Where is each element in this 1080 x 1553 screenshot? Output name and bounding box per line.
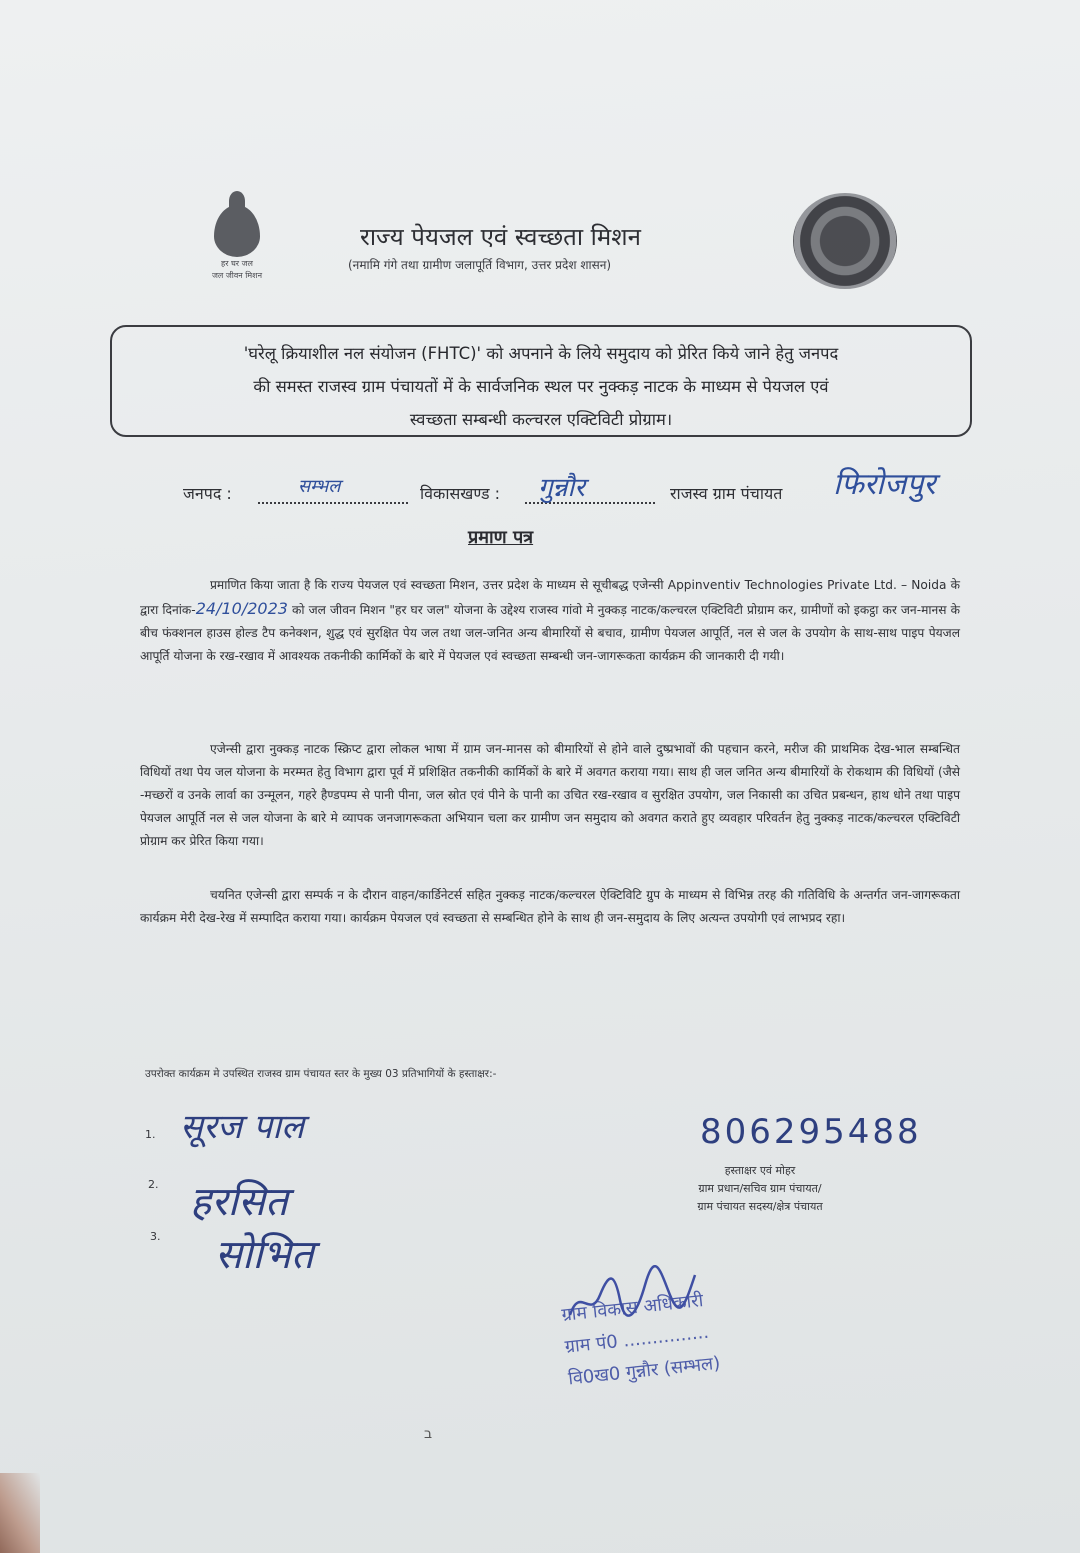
participant-signature-3: सोभित [215, 1232, 314, 1278]
district-value: सम्भल [298, 476, 341, 497]
certificate-heading: प्रमाण पत्र [468, 527, 534, 548]
page-corner-shadow [0, 1473, 40, 1553]
stamp-line-2: ग्राम पं0 ............... [563, 1321, 710, 1358]
block-value: गुन्नौर [538, 473, 585, 503]
stamp-line-1: ग्राम विकास अधिकारी [560, 1290, 705, 1326]
paragraph-1-intro: प्रमाणित किया जाता है कि राज्य पेयजल एवं स्वच्छता मिशन, उत्तर प्रदेश के माध्यम से सूचीबद्ध एजेन्सी Appinventiv Technologies Private Ltd. – Noida के द्वारा दिनांक- [140, 578, 960, 617]
stamp-line-3: वि0ख0 गुन्नौर (सम्भल) [567, 1352, 722, 1390]
logo-tagline-1: हर घर जल [221, 259, 253, 268]
panchayat-label: राजस्व ग्राम पंचायत [670, 484, 783, 503]
signature-number-3: 3. [150, 1230, 161, 1243]
banner-line-1: 'घरेलू क्रियाशील नल संयोजन (FHTC)' को अपनाने के लिये समुदाय को प्रेरित किये जाने हेतु जनपद [243, 344, 839, 363]
paragraph-1-rest: को जल जीवन मिशन "हर घर जल" योजना के उद्देश्य राजस्व गांवो मे नुक्कड़ नाटक/कल्चरल एक्टिविटी प्रोग्राम कर, ग्रामीणों को इकट्ठा कर जन-मानस के बीच फंक्शनल हाउस होल्ड टैप कनेक्शन, शुद्ध एवं सुरक्षित पेय जल तथा जल-जनित अन्य बीमारियों से बचाव, ग्रामीण पेयजल आपूर्ति, नल से जल के उपयोग के साथ-साथ पाइप पेयजल आपूर्ति योजना के रख-रखाव में आवश्यक तकनीकी कार्मिकों के बारे में पेयजल एवं स्वच्छता सम्बन्धी जन-जागरूकता कार्यक्रम की जानकारी दी गयी। [140, 603, 960, 663]
participant-signature-1: सूरज पाल [180, 1107, 305, 1147]
mission-title: राज्य पेयजल एवं स्वच्छता मिशन [360, 223, 641, 251]
program-date: 24/10/2023 [195, 599, 288, 618]
certificate-paragraph-3: चयनित एजेन्सी द्वारा सम्पर्क न के दौरान वाहन/कार्डिनेटर्स सहित नुक्कड़ नाटक/कल्चरल ऐक्टिविटि ग्रुप के माध्यम से विभिन्न तरह की गतिविधि के अन्तर्गत जन-जागरूकता कार्यक्रम मेरी देख-रेख में सम्पादित कराया गया। कार्यक्रम पेयजल एवं स्वच्छता से सम्बन्धित होने के साथ ही जन-समुदाय के लिए अत्यन्त उपयोगी एवं लाभप्रद रहा। [140, 888, 960, 925]
certificate-paragraph-2: एजेन्सी द्वारा नुक्कड़ नाटक स्क्रिप्ट द्वारा लोकल भाषा में ग्राम जन-मानस को बीमारियों से होने वाले दुष्प्रभावों की पहचान करने, मरीज की प्राथमिक देख-भाल सम्बन्धित विधियों तथा पेय जल योजना के मरम्मत हेतु विभाग द्वारा पूर्व में प्रशिक्षित तकनीकी कार्मिकों के बारे में अवगत कराया गया। साथ ही जल जनित अन्य बीमारियों के रोकथाम की विधियों (जैसे -मच्छरों व उनके लार्वा का उन्मूलन, गहरे हैण्डपम्प से पानी पीना, जल स्रोत एवं पीने के पानी का उचित रख-रखाव व सुरक्षित उपयोग, जल निकासी का उचित प्रबन्धन, हाथ धोने तथा पाइप पेयजल आपूर्ति नल से जल योजना के बारे मे व्यापक जनजागरूकता अभियान चला कर ग्रामीण जन समुदाय को अवगत कराते हुए व्यवहार परिवर्तन हेतु नुक्कड़ नाटक/कल्चरल एक्टिविटी प्रोग्राम कर प्रेरित किया गया। [140, 742, 960, 848]
block-label: विकासखण्ड : [420, 484, 501, 503]
certificate-paragraph-1 [140, 574, 960, 668]
sign-designation-1: ग्राम प्रधान/सचिव ग्राम पंचायत/ [698, 1182, 822, 1195]
water-drop-icon [214, 205, 260, 257]
jal-jeevan-mission-logo [192, 205, 282, 295]
banner-line-2: की समस्त राजस्व ग्राम पंचायतों में के सार्वजनिक स्थल पर नुक्कड़ नाटक के माध्यम से पेयजल एवं [253, 377, 829, 396]
panchayat-value: फिरोजपुर [833, 467, 936, 502]
signature-and-seal-block [640, 1162, 880, 1216]
signature-number-1: 1. [145, 1128, 156, 1141]
location-fields [183, 467, 993, 512]
banner-line-3: स्वच्छता सम्बन्धी कल्चरल एक्टिविटी प्रोग्राम। [409, 410, 673, 429]
logo-tagline-2: जल जीवन मिशन [211, 271, 263, 280]
sign-title: हस्ताक्षर एवं मोहर [724, 1164, 796, 1177]
small-mark: ב [424, 1426, 433, 1442]
sign-designation-2: ग्राम पंचायत सदस्य/क्षेत्र पंचायत [697, 1200, 823, 1213]
handwritten-phone-number: 806295488 [700, 1112, 922, 1152]
participant-signature-2: हरसित [190, 1179, 288, 1225]
department-subtitle: (नमामि गंगे तथा ग्रामीण जलापूर्ति विभाग, उत्तर प्रदेश शासन) [348, 258, 612, 272]
program-banner [110, 325, 972, 437]
signature-number-2: 2. [148, 1178, 159, 1191]
up-government-seal-icon [793, 193, 897, 289]
district-label: जनपद : [183, 484, 232, 503]
participants-note: उपरोक्त कार्यक्रम मे उपस्थित राजस्व ग्राम पंचायत स्तर के मुख्य 03 प्रतिभागियों के हस्ताक्षर:- [145, 1068, 497, 1080]
